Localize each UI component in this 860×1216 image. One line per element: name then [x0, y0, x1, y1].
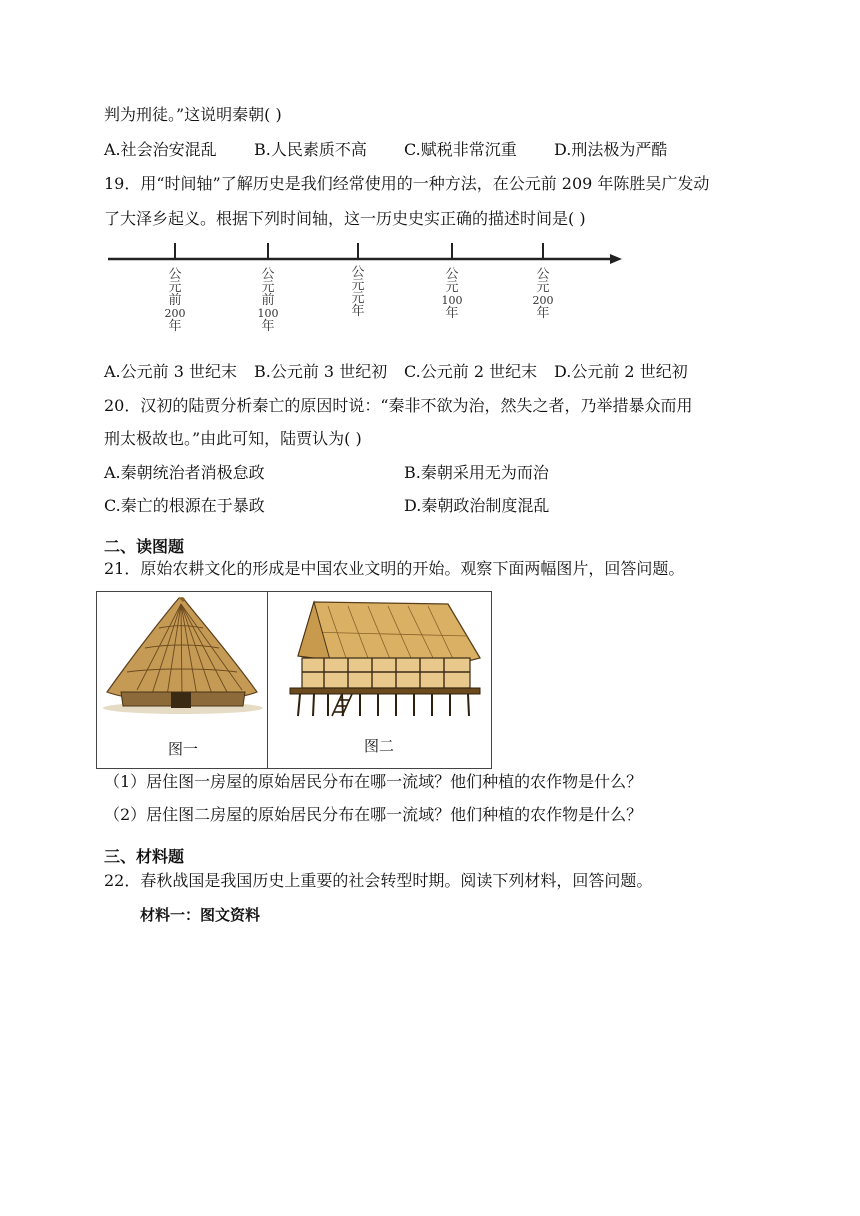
section-heading-reading-pictures: 二、读图题 — [104, 537, 185, 556]
q19-option-a: A.公元前 3 世纪末 — [104, 362, 237, 381]
stilt-house-image — [268, 592, 491, 717]
figure-cell-1 — [97, 592, 268, 768]
timeline-axis — [104, 238, 624, 268]
section-heading-materials: 三、材料题 — [104, 847, 185, 866]
timeline-label-100bc: 公 元 前 100 年 — [257, 267, 279, 334]
timeline-label-200ad: 公 元 200 年 — [532, 267, 554, 321]
thatched-round-hut-image — [97, 592, 267, 722]
q18-option-c: C.赋税非常沉重 — [404, 140, 517, 159]
q20-option-a: A.秦朝统治者消极怠政 — [104, 463, 265, 482]
timeline-label-100ad: 公 元 100 年 — [441, 267, 463, 321]
q18-option-a: A.社会治安混乱 — [104, 140, 217, 159]
timeline-figure — [104, 238, 624, 348]
q21-subquestion-1: （1）居住图一房屋的原始居民分布在哪一流域？他们种植的农作物是什么？ — [104, 772, 643, 791]
q21-stem: 21．原始农耕文化的形成是中国农业文明的开始。观察下面两幅图片，回答问题。 — [104, 559, 685, 578]
q20-stem-line1: 20．汉初的陆贾分析秦亡的原因时说：“秦非不欲为治，然失之者，乃举措暴众而用 — [104, 396, 693, 415]
q19-option-c: C.公元前 2 世纪末 — [404, 362, 538, 381]
q21-subquestion-2: （2）居住图二房屋的原始居民分布在哪一流域？他们种植的农作物是什么？ — [104, 805, 643, 824]
q18-option-d: D.刑法极为严酷 — [554, 140, 668, 159]
q18-tail: 判为刑徒。”这说明秦朝( ) — [104, 105, 282, 124]
q18-option-b: B.人民素质不高 — [254, 140, 367, 159]
q20-option-d: D.秦朝政治制度混乱 — [404, 496, 550, 515]
q19-option-d: D.公元前 2 世纪初 — [554, 362, 688, 381]
q19-stem-line2: 了大泽乡起义。根据下列时间轴，这一历史史实正确的描述时间是( ) — [104, 209, 586, 228]
figure-2-caption: 图二 — [364, 737, 395, 755]
figure-1-caption: 图一 — [168, 740, 199, 758]
timeline-label-year-1: 公 元 元 年 — [351, 265, 365, 319]
q22-stem: 22．春秋战国是我国历史上重要的社会转型时期。阅读下列材料，回答问题。 — [104, 871, 653, 890]
material-1-label: 材料一：图文资料 — [140, 906, 261, 924]
q19-stem-line1: 19．用“时间轴”了解历史是我们经常使用的一种方法，在公元前 209 年陈胜吴广发动 — [104, 174, 710, 193]
timeline-label-200bc: 公 元 前 200 年 — [164, 267, 186, 334]
q20-option-c: C.秦亡的根源在于暴政 — [104, 496, 265, 515]
figure-table — [96, 591, 492, 769]
figure-cell-2 — [268, 592, 491, 768]
q20-stem-line2: 刑太极故也。”由此可知，陆贾认为( ) — [104, 429, 362, 448]
q20-option-b: B.秦朝采用无为而治 — [404, 463, 549, 482]
q19-option-b: B.公元前 3 世纪初 — [254, 362, 388, 381]
